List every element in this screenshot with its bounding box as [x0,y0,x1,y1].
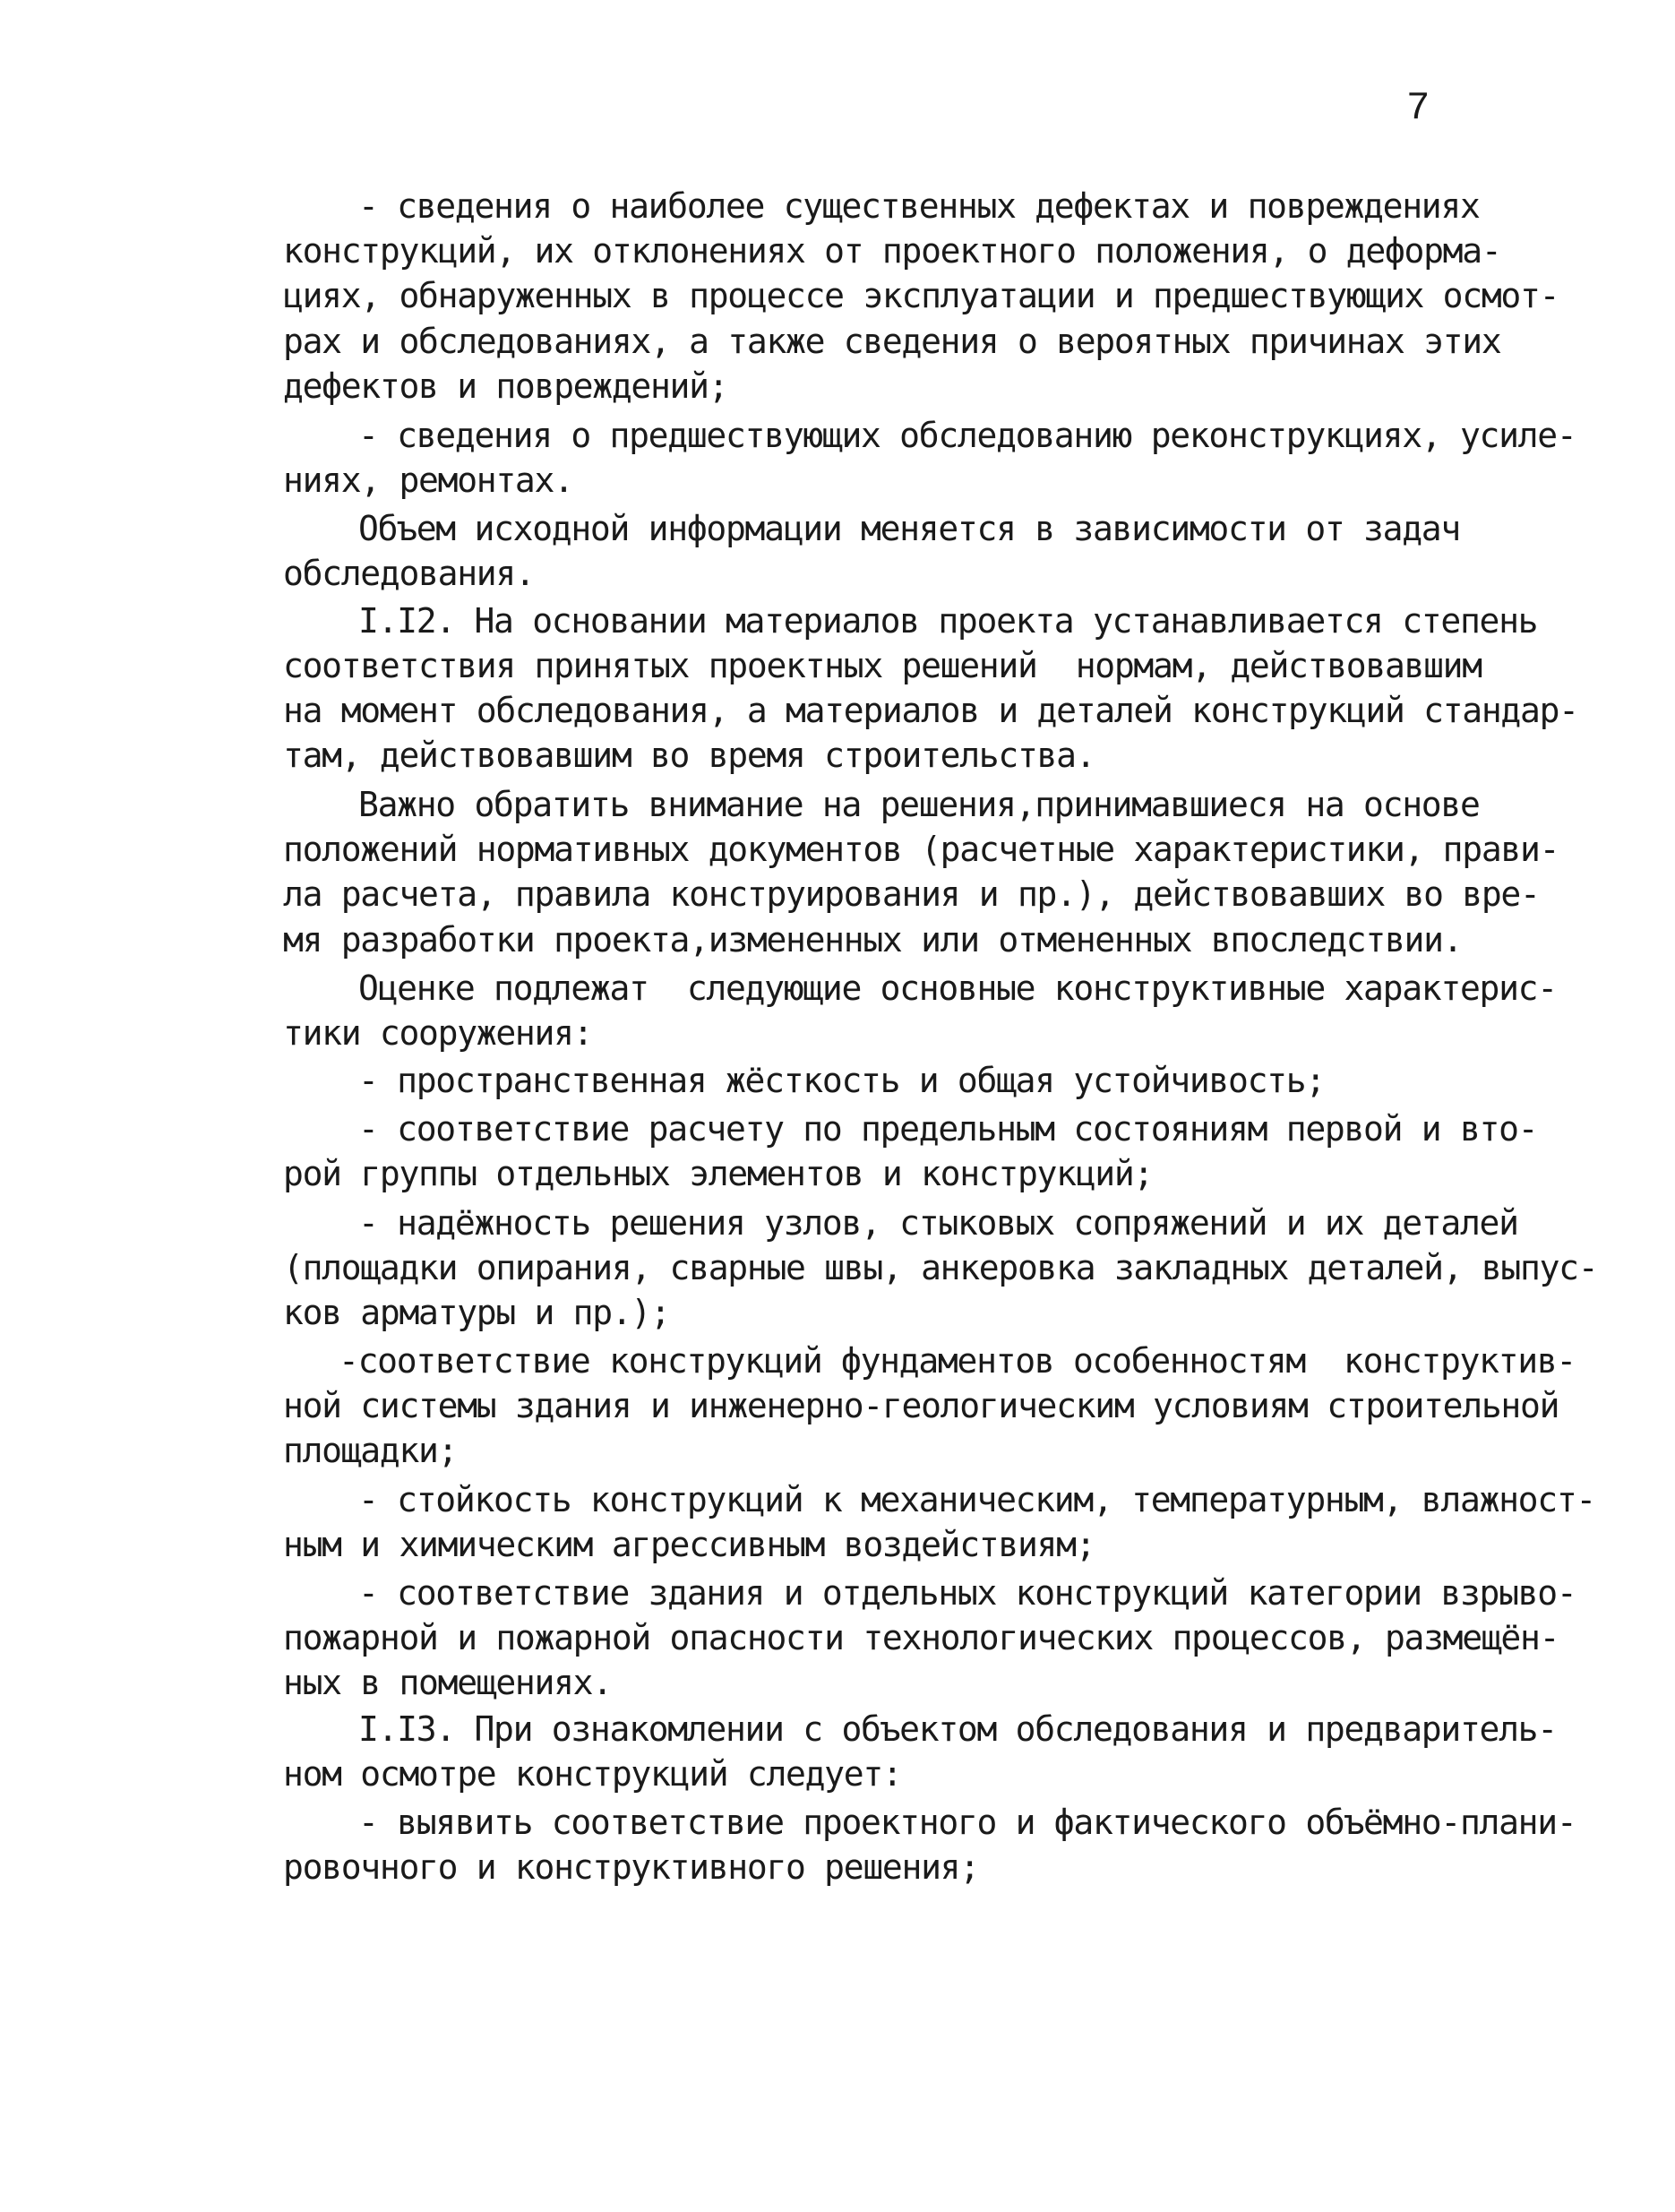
text-line: Важно обратить внимание на решения,принимавшиеся на основе [358,785,1480,824]
text-line: положений нормативных документов (расчетные характеристики, прави- [283,830,1559,869]
section-heading-1-13: I.I3. При ознакомлении с объектом обследования и предваритель- [358,1709,1557,1749]
text-line: ном осмотре конструкций следует: [283,1754,902,1794]
text-line: рах и обследованиях, а также сведения о вероятных причинах этих [283,322,1501,361]
list-item: - стойкость конструкций к механическим, температурным, влажност- [358,1480,1595,1519]
text-line: ниях, ремонтах. [283,460,573,500]
text-line: ков арматуры и пр.); [283,1293,670,1332]
section-heading-1-12: I.I2. На основании материалов проекта устанавливается степень [358,601,1538,641]
text-line: ным и химическим агрессивным воздействиям; [283,1525,1095,1564]
text-line: дефектов и повреждений; [283,366,728,406]
list-item: - соответствие расчету по предельным состояниям первой и вто- [358,1109,1538,1149]
text-line: ных в помещениях. [283,1663,612,1702]
text-line: пожарной и пожарной опасности технологических процессов, размещён- [283,1618,1559,1657]
list-item: - выявить соответствие проектного и фактического объёмно-плани- [358,1803,1576,1842]
text-line: тики сооружения: [283,1013,593,1053]
text-line: соответствия принятых проектных решений нормам, действовавшим [283,646,1482,685]
list-item: - надёжность решения узлов, стыковых сопряжений и их деталей [358,1203,1518,1243]
text-line: Объем исходной информации меняется в зависимости от задач [358,509,1460,548]
text-line: (площадки опирания, сварные швы, анкеровка закладных деталей, выпус- [283,1248,1598,1287]
list-item: - пространственная жёсткость и общая устойчивость; [358,1061,1325,1100]
text-line: обследования. [283,554,535,593]
text-line: ла расчета, правила конструирования и пр.), действовавших во вре- [283,874,1540,914]
text-line: рой группы отдельных элементов и конструкций; [283,1154,1154,1193]
text-line: там, действовавшим во время строительства. [283,736,1095,775]
text-line: конструкций, их отклонениях от проектного положения, о деформа- [283,231,1501,271]
list-item: - соответствие здания и отдельных конструкций категории взрыво- [358,1573,1576,1613]
text-line: на момент обследования, а материалов и деталей конструкций стандар- [283,691,1578,730]
text-line: Оценке подлежат следующие основные конструктивные характерис- [358,968,1557,1008]
text-line: мя разработки проекта,измененных или отмененных впоследствии. [283,920,1463,960]
text-line: площадки; [283,1431,458,1470]
text-line: - сведения о наиболее существенных дефектах и повреждениях [358,186,1480,226]
text-line: ной системы здания и инженерно-геологическим условиям строительной [283,1386,1559,1425]
page-number: 7 [1406,86,1430,131]
list-item: -соответствие конструкций фундаментов особенностям конструктив- [339,1341,1576,1381]
text-line: - сведения о предшествующих обследованию реконструкциях, усиле- [358,416,1576,455]
text-line: ровочного и конструктивного решения; [283,1847,979,1887]
text-line: циях, обнаруженных в процессе эксплуатации и предшествующих осмот- [283,276,1559,315]
